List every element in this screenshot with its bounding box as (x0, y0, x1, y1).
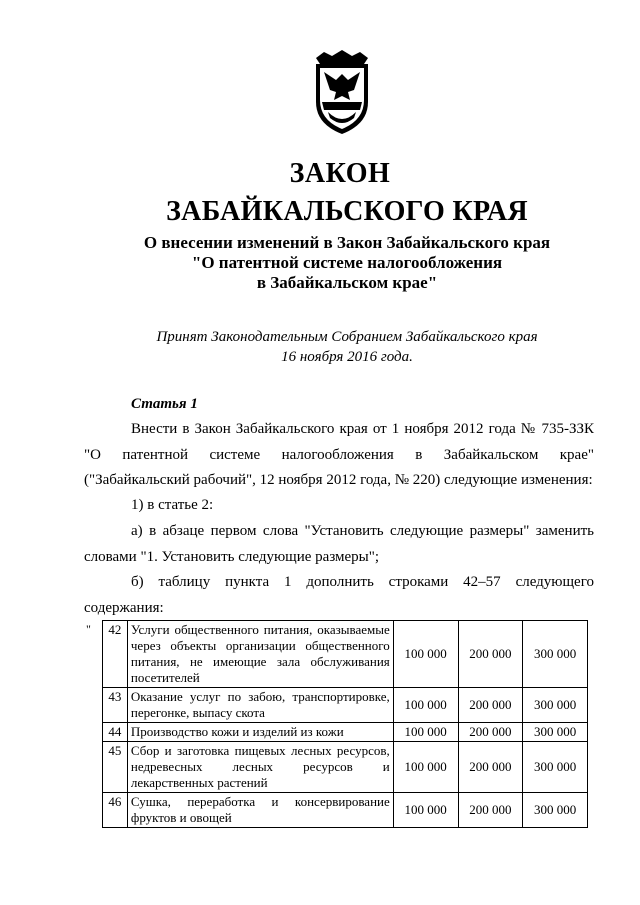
law-title: ЗАКОН (289, 158, 391, 189)
law-subtitle (0, 233, 640, 293)
open-quote: " (86, 621, 91, 636)
article-paragraph: б) таблицу пункта 1 дополнить строками 42–57 следующего содержания: (84, 574, 594, 616)
amount-cell: 200 000 (458, 621, 523, 688)
row-number: 46 (102, 793, 127, 828)
subtitle-line: "О патентной системе налогообложения (191, 253, 503, 272)
table-row (84, 688, 588, 723)
activity-name: Сушка, переработка и консервирование фруктов и овощей (127, 793, 393, 828)
amount-cell: 300 000 (523, 688, 588, 723)
amount-cell: 300 000 (523, 621, 588, 688)
activity-name: Оказание услуг по забою, транспортировке, перегонке, выпасу скота (127, 688, 393, 723)
table-row (84, 793, 588, 828)
amount-cell: 100 000 (393, 793, 458, 828)
amount-cell: 300 000 (523, 723, 588, 742)
activity-name: Производство кожи и изделий из кожи (127, 723, 393, 742)
amount-cell: 300 000 (523, 793, 588, 828)
article-heading: Статья 1 (131, 396, 198, 412)
tax-table (84, 620, 588, 828)
adoption-body: Принят Законодательным Собранием Забайкальского края (156, 329, 538, 345)
amount-cell: 200 000 (458, 742, 523, 793)
activity-name: Сбор и заготовка пищевых лесных ресурсов, недревесных лесных ресурсов и лекарственных растений (127, 742, 393, 793)
table-row (84, 723, 588, 742)
article-paragraph: а) в абзаце первом слова "Установить следующие размеры" заменить словами "1. Установить следующие размеры"; (84, 523, 594, 565)
row-number: 45 (102, 742, 127, 793)
coat-of-arms-icon (302, 50, 382, 136)
subtitle-line: О внесении изменений в Закон Забайкальского края (143, 233, 551, 252)
row-number: 42 (102, 621, 127, 688)
amount-cell: 200 000 (458, 688, 523, 723)
adoption-note (0, 327, 640, 367)
article-paragraph: 1) в статье 2: (131, 497, 214, 513)
amount-cell: 200 000 (458, 793, 523, 828)
amount-cell: 100 000 (393, 621, 458, 688)
table-row (84, 742, 588, 793)
law-region-title: ЗАБАЙКАЛЬСКОГО КРАЯ (166, 196, 528, 227)
amount-cell: 100 000 (393, 742, 458, 793)
amount-cell: 100 000 (393, 723, 458, 742)
amount-cell: 100 000 (393, 688, 458, 723)
row-number: 43 (102, 688, 127, 723)
amount-cell: 200 000 (458, 723, 523, 742)
subtitle-line: в Забайкальском крае" (256, 273, 438, 292)
article-paragraph: Внести в Закон Забайкальского края от 1 ноября 2012 года № 735-ЗЗК "О патентной системе налогообложения в Забайкальском крае" ("Забайкальский рабочий", 12 ноября 2012 года, № 220) следующие изменения: (84, 421, 594, 488)
adoption-date: 16 ноября 2016 года. (281, 349, 413, 365)
table-row (84, 621, 588, 688)
activity-name: Услуги общественного питания, оказываемые через объекты организации общественного питания, не имеющие зала обслуживания посетителей (127, 621, 393, 688)
amount-cell: 300 000 (523, 742, 588, 793)
row-number: 44 (102, 723, 127, 742)
